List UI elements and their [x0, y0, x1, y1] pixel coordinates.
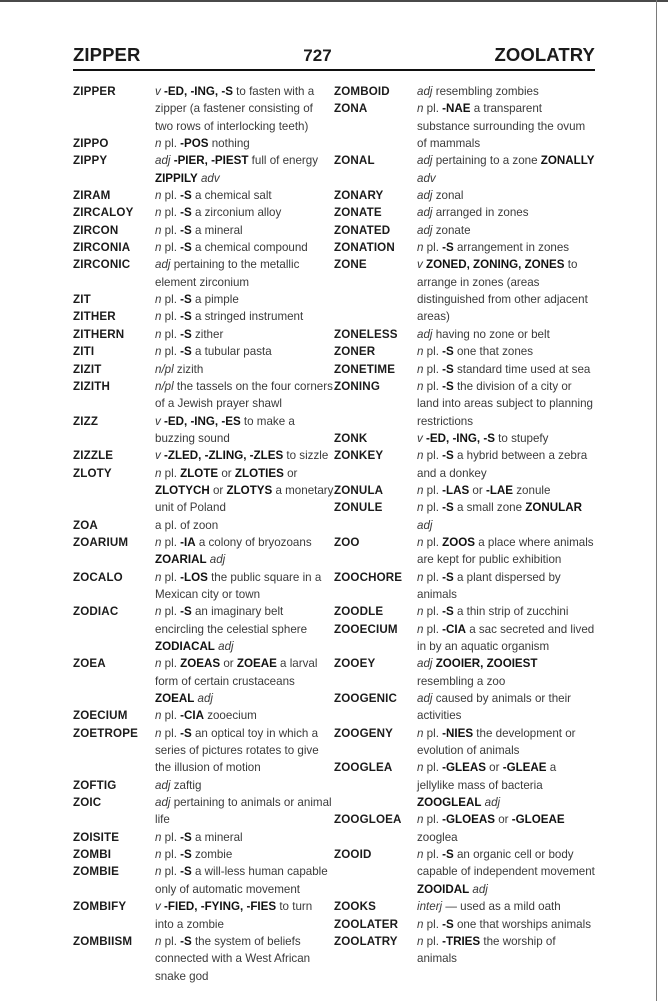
running-head-left-word: ZIPPER — [73, 44, 141, 65]
entry-headword: ZONATION — [334, 241, 395, 255]
entry-definition: adj caused by animals or their activities — [417, 692, 572, 723]
page-content — [73, 44, 595, 985]
entry-headword: ZOARIUM — [73, 535, 129, 549]
entry-definition: n pl. -S arrangement in zones — [417, 241, 570, 255]
entry-definition: n pl. -CIA a sac secreted and lived in by an aquatic organism — [417, 622, 595, 653]
dictionary-entry — [334, 343, 595, 360]
entry-definition: n pl. -S a plant dispersed by animals — [417, 570, 561, 601]
entry-headword: ZIPPO — [73, 137, 109, 151]
dictionary-entry — [73, 569, 334, 604]
running-head-right-word: ZOOLATRY — [494, 44, 595, 65]
entry-definition: adj zonate — [417, 223, 471, 237]
dictionary-entry — [334, 430, 595, 447]
entry-definition: n pl. -S a pimple — [155, 293, 239, 307]
dictionary-entry — [73, 291, 334, 308]
entry-headword: ZONATED — [334, 223, 391, 237]
dictionary-entry — [73, 256, 334, 291]
entry-definition: n pl. -S a will-less human capable only of automatic movement — [155, 865, 328, 896]
entry-definition: n pl. -TRIES the worship of animals — [417, 934, 556, 966]
entry-headword: ZONER — [334, 345, 376, 359]
dictionary-entry — [73, 534, 334, 569]
dictionary-entry — [334, 916, 595, 933]
entry-headword: ZOO — [334, 535, 360, 549]
dictionary-entry — [73, 707, 334, 724]
dictionary-entry — [334, 378, 595, 430]
entry-definition: n pl. -S a hybrid between a zebra and a donkey — [417, 449, 588, 480]
entry-definition: n pl. -S the division of a city or land into areas subject to planning restrictions — [417, 379, 593, 428]
entry-definition: n pl. -S a mineral — [155, 830, 243, 844]
entry-headword: ZOOGLOEA — [334, 813, 402, 827]
page-number: 727 — [303, 46, 332, 65]
entry-definition: n pl. ZLOTE or ZLOTIES or ZLOTYCH or ZLOTYS a monetary unit of Poland — [155, 466, 334, 515]
dictionary-entry — [73, 777, 334, 794]
entry-headword: ZOODLE — [334, 605, 384, 619]
entry-definition: n pl. -S the system of beliefs connected with a West African snake god — [155, 934, 311, 983]
dictionary-entry — [73, 794, 334, 829]
entry-definition: v ZONED, ZONING, ZONES to arrange in zones (areas distinguished from other adjacent areas) — [417, 258, 588, 324]
entry-definition: v -ED, -ING, -S to stupefy — [417, 431, 549, 445]
dictionary-entry — [73, 343, 334, 360]
entry-headword: ZOOGENY — [334, 726, 394, 740]
dictionary-entry — [334, 655, 595, 690]
entry-headword: ZOOLATRY — [334, 934, 398, 948]
entry-definition: adj having no zone or belt — [417, 327, 550, 341]
dictionary-entry — [334, 499, 595, 534]
entry-definition: adj pertaining to animals or animal life — [155, 796, 332, 827]
entry-headword: ZLOTY — [73, 466, 112, 480]
entry-headword: ZOOKS — [334, 900, 376, 914]
entry-definition: adj zaftig — [155, 778, 202, 792]
entry-headword: ZIPPER — [73, 85, 116, 98]
dictionary-entry — [334, 482, 595, 499]
entry-definition: n pl. -S standard time used at sea — [417, 362, 591, 376]
entry-definition: n pl. -S an imaginary belt encircling the celestial sphere ZODIACAL adj — [155, 605, 308, 653]
entry-headword: ZONK — [334, 431, 368, 445]
entry-headword: ZODIAC — [73, 605, 119, 619]
dictionary-entry — [73, 83, 334, 135]
entry-headword: ZONULA — [334, 483, 384, 497]
dictionary-entry — [334, 534, 595, 569]
entry-definition: n pl. -S an organic cell or body capable of independent movement ZOOIDAL adj — [417, 848, 595, 896]
dictionary-entry — [73, 222, 334, 239]
entry-definition: v -ZLED, -ZLING, -ZLES to sizzle — [155, 449, 329, 463]
dictionary-entry — [334, 603, 595, 620]
entry-headword: ZIZZ — [73, 414, 99, 428]
dictionary-entry — [73, 239, 334, 256]
entry-headword: ZOOECIUM — [334, 622, 398, 636]
entry-definition: v -ED, -ING, -S to fasten with a zipper (a fastener consisting of two rows of interlocking teeth) — [155, 85, 315, 133]
entry-definition: adj ZOOIER, ZOOIEST resembling a zoo — [417, 657, 538, 688]
entry-headword: ZOMBIFY — [73, 900, 127, 914]
dictionary-entry — [334, 361, 595, 378]
entry-definition: n pl. ZOEAS or ZOEAE a larval form of certain crustaceans ZOEAL adj — [155, 657, 318, 706]
entry-definition: n pl. -S an optical toy in which a series of pictures rotates to give the illusion of motion — [155, 726, 319, 775]
entry-definition: n pl. ZOOS a place where animals are kept for public exhibition — [417, 535, 594, 567]
dictionary-entry — [334, 187, 595, 204]
entry-definition: n/pl the tassels on the four corners of a Jewish prayer shawl — [155, 379, 333, 411]
dictionary-entry — [73, 361, 334, 378]
entry-headword: ZITI — [73, 345, 95, 359]
entry-headword: ZOA — [73, 518, 98, 532]
entry-headword: ZIZITH — [73, 379, 110, 393]
dictionary-entry — [334, 204, 595, 221]
dictionary-entry — [73, 898, 334, 933]
page-right-border — [656, 0, 657, 1001]
entry-headword: ZOOCHORE — [334, 570, 403, 584]
dictionary-entry — [73, 308, 334, 325]
dictionary-entry — [73, 135, 334, 152]
entry-headword: ZIRAM — [73, 189, 111, 203]
dictionary-entry — [73, 863, 334, 898]
entry-headword: ZOISITE — [73, 830, 120, 844]
entry-definition: n pl. -IA a colony of bryozoans ZOARIAL adj — [155, 535, 312, 567]
entry-headword: ZOCALO — [73, 570, 123, 584]
dictionary-entry — [73, 933, 334, 985]
dictionary-entry — [73, 187, 334, 204]
entry-headword: ZONELESS — [334, 327, 398, 341]
entry-headword: ZONATE — [334, 206, 382, 220]
entry-headword: ZOOGENIC — [334, 692, 398, 706]
entry-headword: ZOETROPE — [73, 726, 138, 740]
dictionary-entry — [334, 100, 595, 152]
entry-definition: n pl. -S zither — [155, 327, 224, 341]
entry-definition: n pl. -GLEAS or -GLEAE a jellylike mass of bacteria ZOOGLEAL adj — [417, 761, 557, 810]
entry-headword: ZIRCON — [73, 223, 119, 237]
dictionary-entry — [334, 326, 595, 343]
entry-headword: ZOOGLEA — [334, 761, 393, 775]
entry-definition: n pl. -LAS or -LAE zonule — [417, 483, 551, 497]
dictionary-entry — [334, 759, 595, 811]
entry-headword: ZONETIME — [334, 362, 396, 376]
entry-headword: ZOIC — [73, 796, 102, 810]
entry-definition: n pl. -LOS the public square in a Mexican city or town — [155, 570, 322, 601]
entry-headword: ZIZZLE — [73, 449, 114, 463]
dictionary-entry — [334, 447, 595, 482]
entry-definition: adj -PIER, -PIEST full of energy ZIPPILY adv — [155, 154, 319, 185]
entry-definition: adj arranged in zones — [417, 206, 529, 220]
entry-definition: n pl. -S a tubular pasta — [155, 345, 272, 359]
dictionary-entry — [73, 655, 334, 707]
dictionary-entry — [334, 846, 595, 898]
entry-definition: a pl. of zoon — [155, 518, 219, 532]
running-head — [73, 44, 595, 71]
entry-column-left — [73, 83, 334, 985]
entry-definition: n/pl zizith — [155, 362, 204, 376]
entry-definition: n pl. -S one that zones — [417, 345, 534, 359]
entry-definition: n pl. -S a small zone ZONULAR adj — [417, 501, 582, 532]
entry-headword: ZIPPY — [73, 154, 108, 168]
entry-definition: n pl. -CIA zooecium — [155, 709, 257, 723]
dictionary-entry — [334, 725, 595, 760]
entry-columns — [73, 83, 595, 985]
entry-definition: v -ED, -ING, -ES to make a buzzing sound — [155, 414, 295, 445]
dictionary-entry — [334, 83, 595, 100]
dictionary-entry — [334, 690, 595, 725]
entry-headword: ZONA — [334, 102, 368, 116]
dictionary-entry — [73, 603, 334, 655]
entry-definition: n pl. -S zombie — [155, 848, 233, 862]
entry-definition: n pl. -S a chemical salt — [155, 189, 272, 203]
entry-headword: ZONARY — [334, 189, 384, 203]
entry-headword: ZOMBIISM — [73, 934, 133, 948]
dictionary-entry — [73, 517, 334, 534]
entry-definition: adj pertaining to a zone ZONALLY adv — [417, 154, 595, 185]
dictionary-entry — [73, 378, 334, 413]
entry-headword: ZONKEY — [334, 449, 384, 463]
dictionary-entry — [73, 204, 334, 221]
entry-headword: ZITHERN — [73, 327, 125, 341]
entry-definition: n pl. -GLOEAS or -GLOEAE zooglea — [417, 813, 565, 844]
dictionary-entry — [334, 222, 595, 239]
entry-definition: adj pertaining to the metallic element zirconium — [155, 258, 300, 289]
entry-headword: ZONE — [334, 258, 367, 272]
entry-headword: ZOMBIE — [73, 865, 119, 879]
dictionary-entry — [334, 621, 595, 656]
dictionary-entry — [73, 846, 334, 863]
entry-definition: n pl. -S a mineral — [155, 223, 243, 237]
dictionary-entry — [334, 898, 595, 915]
entry-headword: ZOEA — [73, 657, 106, 671]
entry-headword: ZIRCALOY — [73, 206, 134, 220]
entry-definition: n pl. -POS nothing — [155, 137, 250, 151]
dictionary-entry — [334, 256, 595, 325]
entry-headword: ZOFTIG — [73, 778, 117, 792]
entry-definition: v -FIED, -FYING, -FIES to turn into a zombie — [155, 900, 313, 931]
entry-headword: ZOMBOID — [334, 85, 390, 98]
entry-headword: ZONULE — [334, 501, 383, 515]
entry-headword: ZITHER — [73, 310, 116, 324]
entry-definition: n pl. -S one that worships animals — [417, 917, 591, 931]
dictionary-entry — [73, 152, 334, 187]
entry-headword: ZOECIUM — [73, 709, 128, 723]
entry-headword: ZONING — [334, 379, 380, 393]
entry-headword: ZOOID — [334, 848, 372, 862]
entry-definition: n pl. -S a thin strip of zucchini — [417, 605, 569, 619]
dictionary-entry — [334, 569, 595, 604]
entry-definition: adj zonal — [417, 189, 464, 203]
entry-headword: ZOOEY — [334, 657, 376, 671]
entry-headword: ZIRCONIC — [73, 258, 131, 272]
entry-headword: ZIRCONIA — [73, 241, 131, 255]
dictionary-entry — [73, 413, 334, 448]
page-top-border — [0, 0, 668, 2]
dictionary-entry — [73, 725, 334, 777]
entry-headword: ZONAL — [334, 154, 375, 168]
dictionary-entry — [73, 326, 334, 343]
entry-headword: ZOOLATER — [334, 917, 399, 931]
entry-headword: ZOMBI — [73, 848, 112, 862]
entry-definition: n pl. -S a chemical compound — [155, 241, 308, 255]
entry-headword: ZIT — [73, 293, 91, 307]
entry-column-right — [334, 83, 595, 985]
dictionary-entry — [73, 465, 334, 517]
entry-definition: n pl. -NIES the development or evolution of animals — [417, 726, 576, 758]
entry-definition: interj — used as a mild oath — [417, 900, 561, 914]
entry-definition: n pl. -NAE a transparent substance surrounding the ovum of mammals — [417, 102, 586, 151]
dictionary-entry — [334, 933, 595, 968]
dictionary-entry — [334, 811, 595, 846]
entry-definition: n pl. -S a zirconium alloy — [155, 206, 282, 220]
dictionary-entry — [73, 829, 334, 846]
entry-headword: ZIZIT — [73, 362, 102, 376]
dictionary-entry — [334, 239, 595, 256]
entry-definition: n pl. -S a stringed instrument — [155, 310, 304, 324]
entry-definition: adj resembling zombies — [417, 85, 539, 98]
dictionary-entry — [334, 152, 595, 187]
dictionary-entry — [73, 447, 334, 464]
